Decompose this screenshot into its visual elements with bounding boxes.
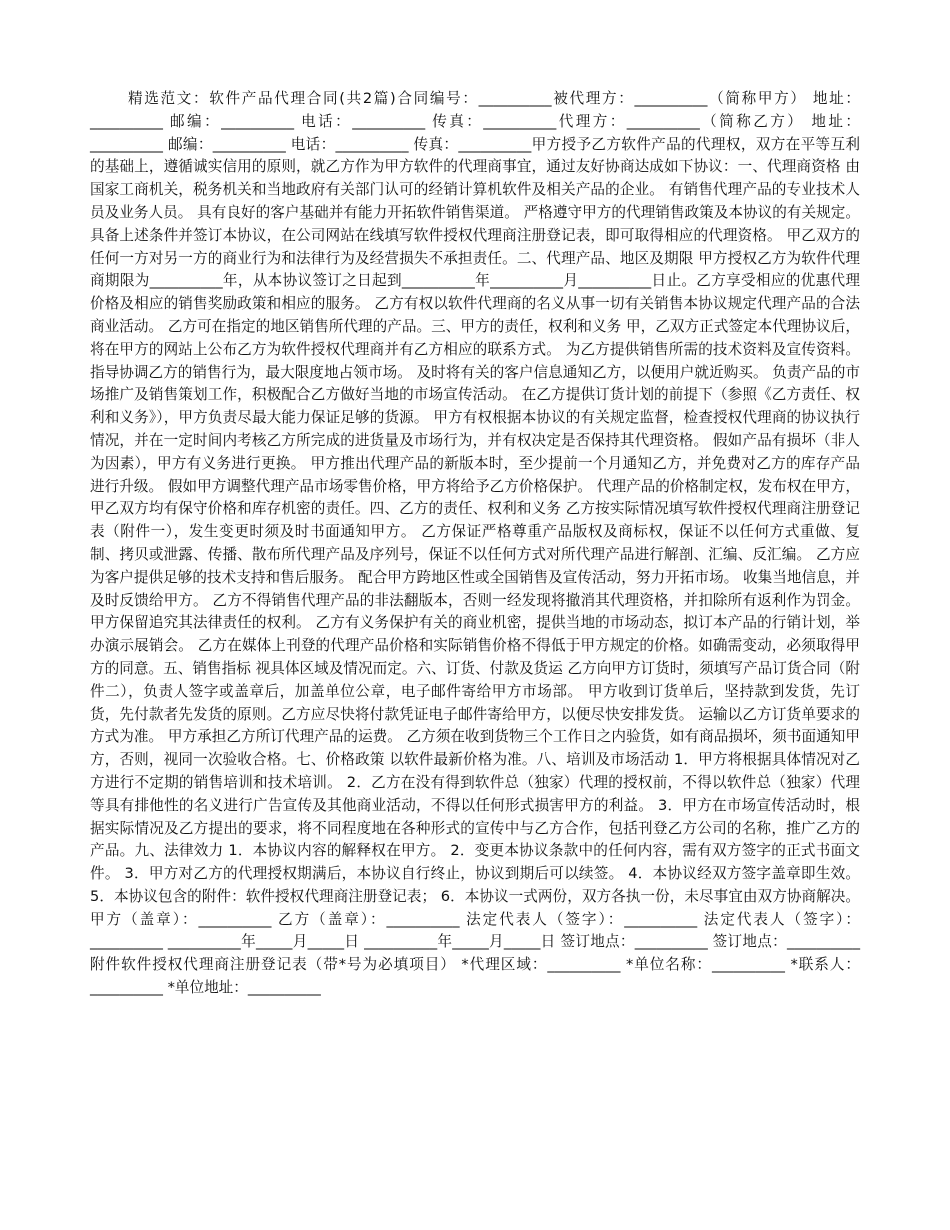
contract-body-text: 精选范文：软件产品代理合同(共2篇)合同编号：__________被代理方：__________（简称甲方） 地址：__________ 邮编：__________ 电话：__________ 传真：__________代理方：__________（简称乙方） 地址：__________ 邮编：__________ 电话：__________ 传真：__________甲方授予乙方软件产品的代理权，双方在平等互利的基础上，遵循诚实信用的原则，就乙方作为甲方软件的代理商事宜，通过友好协商达成如下协议：一、代理商资格 由国家工商机关，税务机关和当地政府有关部门认可的经销计算机软件及相关产品的企业。 有销售代理产品的专业技术人员及业务人员。 具有良好的客户基础并有能力开拓软件销售渠道。 严格遵守甲方的代理销售政策及本协议的有关规定。 具备上述条件并签订本协议，在公司网站在线填写软件授权代理商注册登记表，即可取得相应的代理资格。 甲乙双方的任何一方对另一方的商业行为和法律行为及经营损失不承担责任。二、代理产品、地区及期限 甲方授权乙方为软件代理商期限为__________年，从本协议签订之日起到__________年__________月__________日止。乙方享受相应的优惠代理价格及相应的销售奖励政策和相应的服务。 乙方有权以软件代理商的名义从事一切有关销售本协议规定代理产品的合法商业活动。 乙方可在指定的地区销售所代理的产品。三、甲方的责任，权利和义务 甲，乙双方正式签定本代理协议后，将在甲方的网站上公布乙方为软件授权代理商并有乙方相应的联系方式。 为乙方提供销售所需的技术资料及宣传资料。 指导协调乙方的销售行为，最大限度地占领市场。 及时将有关的客户信息通知乙方，以便用户就近购买。 负责产品的市场推广及销售策划工作，积极配合乙方做好当地的市场宣传活动。 在乙方提供订货计划的前提下（参照《乙方责任、权利和义务》），甲方负责尽最大能力保证足够的货源。 甲方有权根据本协议的有关规定监督，检查授权代理商的协议执行情况，并在一定时间内考核乙方所完成的进货量及市场行为，并有权决定是否保持其代理资格。 假如产品有损坏（非人为因素），甲方有义务进行更换。 甲方推出代理产品的新版本时，至少提前一个月通知乙方，并免费对乙方的库存产品进行升级。 假如甲方调整代理产品市场零售价格，甲方将给予乙方价格保护。 代理产品的价格制定权，发布权在甲方，甲乙双方均有保守价格和库存机密的责任。四、乙方的责任、权利和义务 乙方按实际情况填写软件授权代理商注册登记表（附件一），发生变更时须及时书面通知甲方。 乙方保证严格尊重产品版权及商标权，保证不以任何方式重做、复制、拷贝或泄露、传播、散布所代理产品及序列号，保证不以任何方式对所代理产品进行解剖、汇编、反汇编。 乙方应为客户提供足够的技术支持和售后服务。 配合甲方跨地区性或全国销售及宣传活动，努力开拓市场。 收集当地信息，并及时反馈给甲方。 乙方不得销售代理产品的非法翻版本，否则一经发现将撤消其代理资格，并扣除所有返利作为罚金。甲方保留追究其法律责任的权利。 乙方有义务保护有关的商业机密，提供当地的市场动态，拟订本产品的行销计划，举办演示展销会。 乙方在媒体上刊登的代理产品价格和实际销售价格不得低于甲方规定的价格。如确需变动，必须取得甲方的同意。五、销售指标 视具体区域及情况而定。六、订货、付款及货运 乙方向甲方订货时，须填写产品订货合同（附件二），负责人签字或盖章后，加盖单位公章，电子邮件寄给甲方市场部。 甲方收到订货单后，坚持款到发货，先订货，先付款者先发货的原则。乙方应尽快将付款凭证电子邮件寄给甲方，以便尽快安排发货。 运输以乙方订货单要求的方式为准。 甲方承担乙方所订代理产品的运费。 乙方须在收到货物三个工作日之内验货，如有商品损坏，须书面通知甲方，否则，视同一次验收合格。七、价格政策 以软件最新价格为准。八、培训及市场活动 1．甲方将根据具体情况对乙方进行不定期的销售培训和技术培训。 2．乙方在没有得到软件总（独家）代理的授权前，不得以软件总（独家）代理等具有排他性的名义进行广告宣传及其他商业活动，不得以任何形式损害甲方的利益。 3．甲方在市场宣传活动时，根据实际情况及乙方提出的要求，将不同程度地在各种形式的宣传中与乙方合作，包括刊登乙方公司的名称，推广乙方的产品。九、法律效力 1．本协议内容的解释权在甲方。 2．变更本协议条款中的任何内容，需有双方签字的正式书面文件。 3．甲方对乙方的代理授权期满后，本协议自行终止，协议到期后可以续签。 4．本协议经双方签字盖章即生效。 5．本协议包含的附件：软件授权代理商注册登记表； 6．本协议一式两份，双方各执一份，未尽事宜由双方协商解决。甲方（盖章）：__________ 乙方（盖章）：__________ 法定代表人（签字）：__________ 法定代表人（签字）：__________ __________年_____月_____日 __________年_____月_____日 签订地点：__________ 签订地点：__________ 附件软件授权代理商注册登记表（带*号为必填项目） *代理区域：__________ *单位名称：__________ *联系人：__________ *单位地址：__________ bbox=[90, 90, 860, 997]
document-page bbox=[90, 88, 860, 1000]
